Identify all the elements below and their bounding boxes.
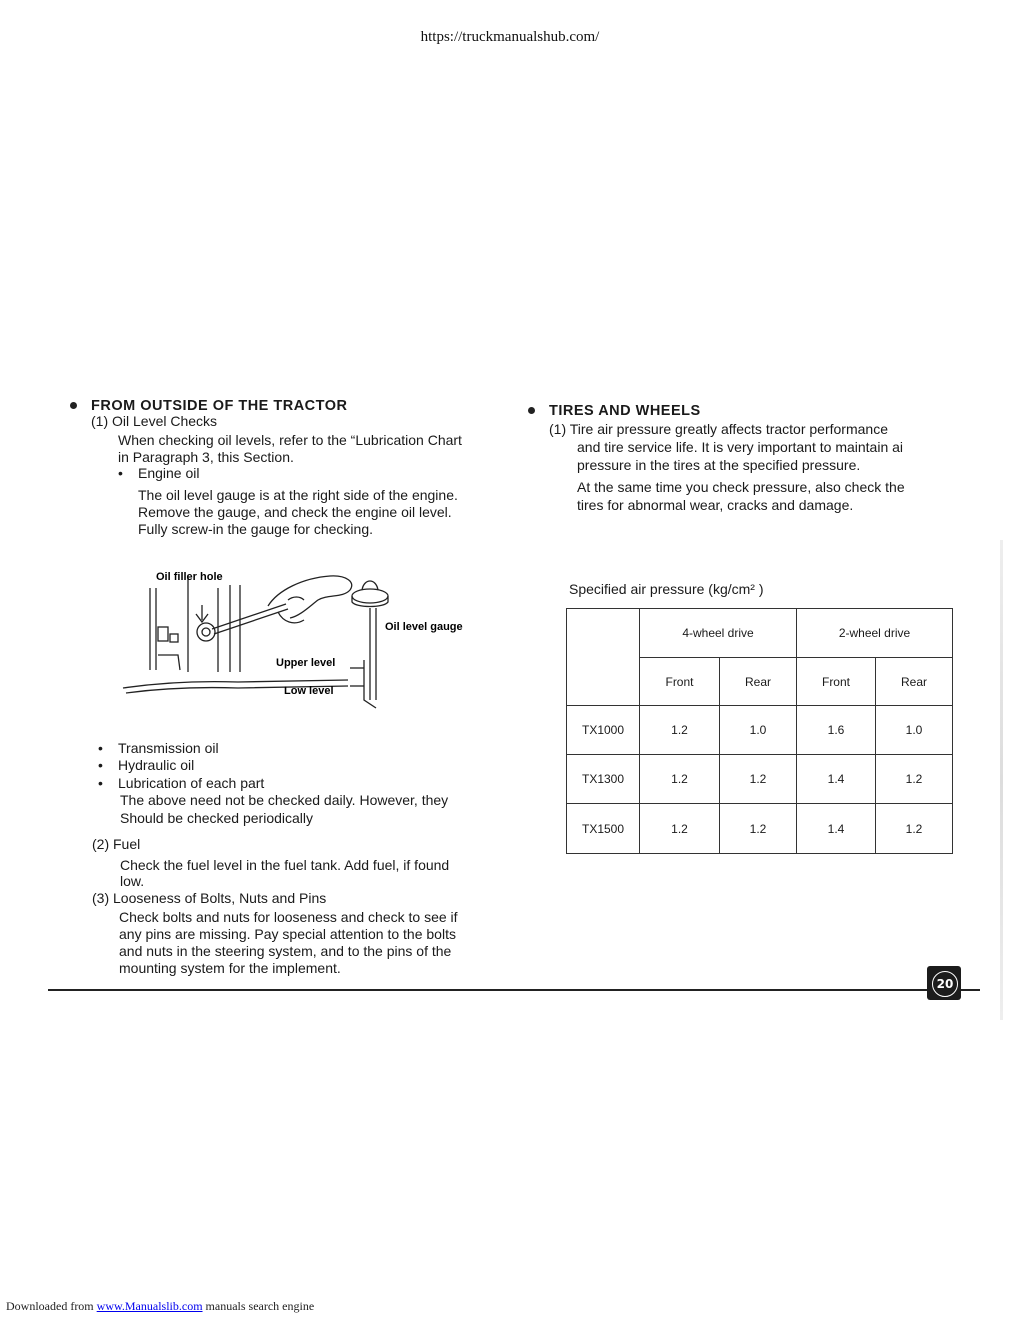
sub-header: Front (797, 658, 876, 706)
table-caption: Specified air pressure (kg/cm² ) (569, 581, 764, 597)
fuel-title: (2) Fuel (92, 836, 141, 852)
fuel-text-line-1: Check the fuel level in the fuel tank. Add fuel, if found (120, 857, 450, 873)
bullet-text: Transmission oil (118, 740, 219, 756)
looseness-text-line-2: any pins are missing. Pay special attention to the bolts (119, 926, 456, 942)
low-level-label: Low level (284, 685, 334, 697)
footer-prefix: Downloaded from (6, 1299, 97, 1313)
value-cell: 1.4 (797, 755, 876, 804)
bullet-icon (70, 402, 77, 409)
value-cell: 1.2 (876, 804, 953, 854)
value-cell: 1.2 (876, 755, 953, 804)
value-cell: 1.2 (640, 755, 720, 804)
model-cell: TX1300 (567, 755, 640, 804)
tires-line-3: pressure in the tires at the specified pressure. (577, 457, 861, 473)
oil-intro-line-1: When checking oil levels, refer to the “Lubrication Chart (118, 432, 462, 448)
group-header: 4-wheel drive (640, 609, 797, 658)
oil-intro-line-2: in Paragraph 3, this Section. (118, 449, 294, 465)
heading-text: FROM OUTSIDE OF THE TRACTOR (91, 398, 348, 414)
table-row (567, 706, 953, 755)
bottom-rule (48, 989, 980, 991)
tires-line-1: (1) Tire air pressure greatly affects tractor performance (549, 421, 888, 437)
table-row (567, 755, 953, 804)
group-header: 2-wheel drive (797, 609, 953, 658)
header-url: https://truckmanualshub.com/ (420, 29, 600, 45)
heading-text: TIRES AND WHEELS (549, 403, 701, 419)
engine-text-line-3: Fully screw-in the gauge for checking. (138, 521, 373, 537)
value-cell: 1.2 (640, 706, 720, 755)
upper-level-label: Upper level (276, 657, 336, 669)
filler-hole-label: Oil filler hole (156, 571, 223, 583)
bullet-item (98, 740, 219, 758)
footer-suffix: manuals search engine (202, 1299, 315, 1313)
model-cell: TX1000 (567, 706, 640, 755)
sub-header: Rear (876, 658, 953, 706)
section-heading-tires (528, 403, 701, 419)
bullets-text-line-1: The above need not be checked daily. However, they (120, 792, 449, 808)
sub-header: Rear (720, 658, 797, 706)
looseness-text-line-1: Check bolts and nuts for looseness and check to see if (119, 909, 458, 925)
value-cell: 1.0 (720, 706, 797, 755)
footer (6, 1299, 314, 1314)
value-cell: 1.2 (640, 804, 720, 854)
page-number-badge (927, 966, 961, 1000)
tires-line-5: tires for abnormal wear, cracks and damage. (577, 497, 854, 513)
section-heading-outside (70, 398, 348, 414)
table-row (567, 804, 953, 854)
tires-line-2: and tire service life. It is very important to maintain ai (577, 439, 904, 455)
value-cell: 1.2 (720, 804, 797, 854)
looseness-text-line-3: and nuts in the steering system, and to the pins of the (119, 943, 452, 959)
model-cell: TX1500 (567, 804, 640, 854)
bullet-item (98, 775, 264, 793)
value-cell: 1.2 (720, 755, 797, 804)
bullet-icon: • (98, 757, 103, 773)
pressure-table-wrap (566, 608, 953, 854)
bullet-text: Hydraulic oil (118, 757, 195, 773)
engine-text-line-1: The oil level gauge is at the right side of the engine. (138, 487, 458, 503)
value-cell: 1.6 (797, 706, 876, 755)
sub-header: Front (640, 658, 720, 706)
engine-text-line-2: Remove the gauge, and check the engine oil level. (138, 504, 452, 520)
engine-oil-label: Engine oil (138, 465, 200, 481)
tires-line-4: At the same time you check pressure, also check the (577, 479, 905, 495)
looseness-title: (3) Looseness of Bolts, Nuts and Pins (92, 890, 327, 906)
gauge-label: Oil level gauge (385, 621, 463, 633)
pressure-table (566, 608, 953, 854)
looseness-text-line-4: mounting system for the implement. (119, 960, 341, 976)
engine-oil-item (118, 465, 200, 483)
bullet-text: Lubrication of each part (118, 775, 265, 791)
bullets-text-line-2: Should be checked periodically (120, 810, 314, 826)
value-cell: 1.4 (797, 804, 876, 854)
bullet-icon: • (118, 465, 123, 481)
page-edge-shadow (1000, 540, 1003, 1020)
table-corner-cell (567, 609, 640, 706)
manualslib-link[interactable]: www.Manualslib.com (96, 1299, 203, 1313)
page-number: 20 (932, 971, 958, 997)
bullet-icon: • (98, 775, 103, 791)
oil-gauge-illustration (118, 560, 488, 720)
oil-level-checks-title: (1) Oil Level Checks (91, 413, 218, 429)
value-cell: 1.0 (876, 706, 953, 755)
oil-gauge-figure (118, 560, 488, 720)
bullet-item (98, 757, 194, 775)
bullet-icon (528, 407, 535, 414)
fuel-text-line-2: low. (120, 873, 145, 889)
bullet-icon: • (98, 740, 103, 756)
